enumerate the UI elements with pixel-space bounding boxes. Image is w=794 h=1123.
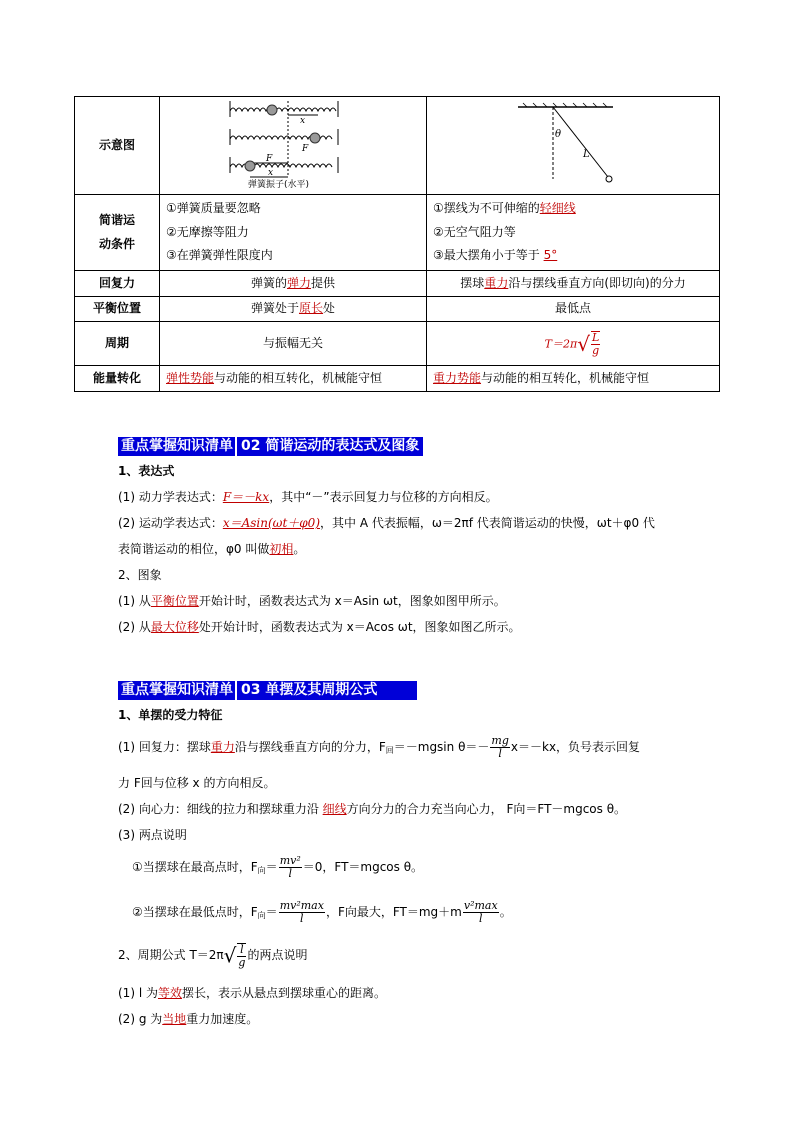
subheading: 2、图象 xyxy=(118,568,162,582)
row-header: 周期 xyxy=(75,322,160,366)
period-formula-line: 2、周期公式 T＝2π√ $\frac{l}{g}$ 的两点说明 xyxy=(118,942,308,969)
gravity-note: (2) g 为当地重力加速度。 xyxy=(118,1012,259,1026)
kinematics-expression: (2) 运动学表达式：x＝Asin(ωt＋φ0)，其中 A 代表振幅，ω＝2πf 代表简谐运动的快慢，ωt＋φ0 代 xyxy=(118,516,655,530)
pendulum-figure xyxy=(427,97,720,195)
comparison-table xyxy=(74,96,720,392)
spring-diagram xyxy=(228,97,358,189)
spring-conditions: ①弹簧质量要忽略 ②无摩擦等阻力 ③在弹簧弹性限度内 xyxy=(160,195,427,271)
pendulum-diagram xyxy=(513,99,633,187)
row-header: 示意图 xyxy=(75,97,160,195)
graph-line-2: (2) 从最大位移处开始计时，函数表达式为 x＝Acos ωt，图象如图乙所示。 xyxy=(118,620,521,634)
row-diagram xyxy=(75,97,720,195)
section-heading-03: 重点掌握知识清单 03 单摆及其周期公式 xyxy=(118,681,417,700)
dynamics-expression: (1) 动力学表达式：F＝－kx，其中“－”表示回复力与位移的方向相反。 xyxy=(118,490,498,504)
theta-label: θ xyxy=(555,129,562,141)
pendulum-conditions: ①摆线为不可伸缩的轻细线 ②无空气阻力等 ③最大摆角小于等于 5° xyxy=(427,195,720,271)
row-equilibrium: 平衡位置 弹簧处于原长处 最低点 xyxy=(75,297,720,322)
row-header: 简谐运 动条件 xyxy=(75,195,160,271)
row-header: 回复力 xyxy=(75,271,160,297)
spring-caption: 弹簧振子(水平) xyxy=(248,180,310,190)
restoring-force-line: (1) 回复力：摆球重力沿与摆线垂直方向的分力，$F_回=-mgsin$ θ＝－ $\frac{mg}{l}$ x＝－kx，负号表示回复 xyxy=(118,734,641,760)
x-label: x xyxy=(300,116,306,127)
force-label: F xyxy=(302,144,309,155)
lowest-point-line: ②当摆球在最低点时，$F_向=$ $\frac{\text{mv²max}}{l}$ ，F向最大，FT＝mg＋m $\frac{\text{v²max}}{l}$ 。 xyxy=(132,899,512,925)
force-label-2: F xyxy=(266,154,273,165)
length-label: L xyxy=(583,149,590,161)
subheading: 1、单摆的受力特征 xyxy=(118,708,223,722)
restoring-force-line-2: 力 F回与位移 x 的方向相反。 xyxy=(118,776,276,790)
phase-line: 表简谐运动的相位，φ0 叫做初相。 xyxy=(118,542,306,556)
period-formula: T＝2π√ $\frac{L}{g}$ xyxy=(427,322,720,366)
row-header: 能量转化 xyxy=(75,366,160,392)
centripetal-line: (2) 向心力：细线的拉力和摆球重力沿 细线方向分力的合力充当向心力， F向＝FT－mgcos θ。 xyxy=(118,802,627,816)
subheading: 1、表达式 xyxy=(118,464,175,478)
row-period: 周期 与振幅无关 T＝2π√ $\frac{L}{g}$ xyxy=(75,322,720,366)
graph-line-1: (1) 从平衡位置开始计时，函数表达式为 x＝Asin ωt，图象如图甲所示。 xyxy=(118,594,506,608)
x-label-2: x xyxy=(268,168,274,179)
row-conditions xyxy=(75,195,720,271)
section-heading-02: 重点掌握知识清单 02 简谐运动的表达式及图象 xyxy=(118,437,423,456)
length-note: (1) l 为等效摆长，表示从悬点到摆球重心的距离。 xyxy=(118,986,386,1000)
highest-point-line: ①当摆球在最高点时，$F_向=$ $\frac{\text{mv²}}{l}$ ＝0，FT＝mgcos θ。 xyxy=(132,854,424,880)
spring-oscillator-figure xyxy=(160,97,427,195)
row-restoring-force: 回复力 弹簧的弹力提供 摆球重力沿与摆线垂直方向(即切向)的分力 xyxy=(75,271,720,297)
row-energy: 能量转化 弹性势能与动能的相互转化，机械能守恒 重力势能与动能的相互转化，机械能守恒 xyxy=(75,366,720,392)
two-points-heading: (3) 两点说明 xyxy=(118,828,187,842)
row-header: 平衡位置 xyxy=(75,297,160,322)
